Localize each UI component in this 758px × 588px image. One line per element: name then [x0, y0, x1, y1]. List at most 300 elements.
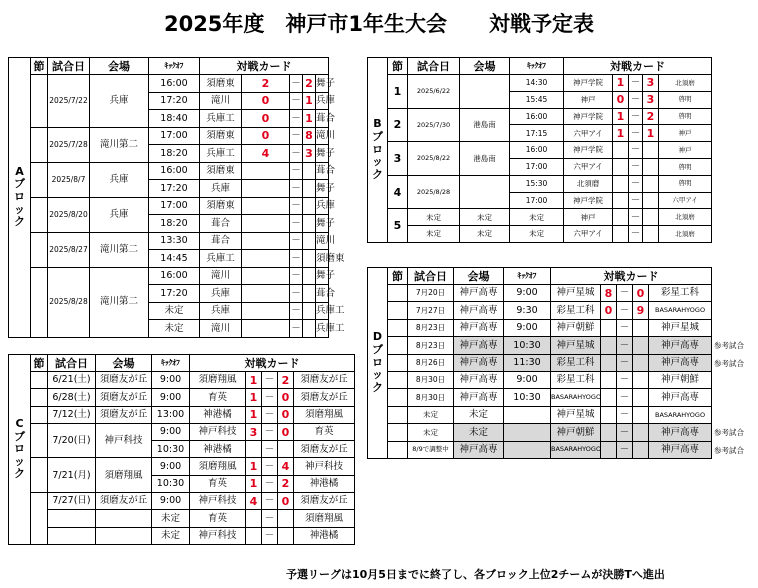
- home-score: [242, 180, 290, 198]
- header-setsu: 節: [31, 58, 48, 75]
- away-team: BASARAHYOGO: [649, 302, 712, 319]
- match-venue: 須磨翔風: [96, 458, 152, 493]
- score-dash: －: [629, 158, 643, 175]
- away-team: 神戸高専: [649, 354, 712, 371]
- home-score: [601, 354, 617, 371]
- away-team: 北須磨: [659, 75, 712, 92]
- score-dash: －: [290, 232, 303, 250]
- kickoff-time: 16:00: [510, 142, 564, 159]
- kickoff-time: 17:20: [149, 92, 200, 110]
- home-team: 神戸学院: [564, 192, 613, 209]
- away-team: 神戸: [659, 142, 712, 159]
- match-date: 6/28(土): [48, 389, 96, 406]
- away-team: 神戸高専: [649, 337, 712, 354]
- table-row: [368, 108, 712, 125]
- score-dash: －: [290, 180, 303, 198]
- table-row: [9, 493, 355, 510]
- kickoff-time: 9:00: [152, 493, 190, 510]
- table-row: [368, 175, 712, 192]
- setsu-number: 4: [388, 175, 408, 209]
- kickoff-time: 9:00: [152, 372, 190, 389]
- away-team: 北須磨: [659, 209, 712, 226]
- away-score: 0: [278, 389, 294, 406]
- setsu-cell: [388, 319, 408, 336]
- away-score: [303, 197, 316, 215]
- match-venue: 須磨友が丘: [96, 372, 152, 389]
- setsu-cell: [31, 162, 48, 197]
- setsu-cell: [31, 197, 48, 232]
- header-row: [368, 268, 712, 285]
- home-team: 滝川: [200, 320, 242, 338]
- away-team: 神戸: [659, 125, 712, 142]
- table-row: [368, 319, 712, 336]
- kickoff-time: 10:30: [504, 337, 551, 354]
- away-score: [643, 158, 659, 175]
- match-date: 2025/8/20: [48, 197, 90, 232]
- away-score: [633, 406, 649, 423]
- away-team: BASARAHYOGO: [649, 406, 712, 423]
- header-date: 試合日: [408, 268, 454, 285]
- home-score: 0: [242, 92, 290, 110]
- away-score: 2: [278, 372, 294, 389]
- table-row: [9, 75, 375, 93]
- away-score: [643, 209, 659, 226]
- score-dash: －: [290, 285, 303, 303]
- block-label: Cブロック: [9, 355, 31, 545]
- away-team: 須磨友が丘: [294, 389, 355, 406]
- match-date: 2025/8/28: [48, 267, 90, 337]
- score-dash: －: [629, 125, 643, 142]
- home-score: [242, 197, 290, 215]
- away-score: [633, 337, 649, 354]
- away-team: 彩星工科: [649, 285, 712, 302]
- away-score: 2: [643, 108, 659, 125]
- home-team: 神戸朝鮮: [551, 319, 601, 336]
- home-score: 1: [246, 389, 262, 406]
- away-score: [303, 320, 316, 338]
- home-score: [613, 226, 629, 243]
- table-row: [9, 389, 355, 406]
- reference-match-note: 参考試合: [714, 446, 744, 455]
- away-team: 六甲アイ: [659, 192, 712, 209]
- match-date: 8月23日: [408, 337, 454, 354]
- home-team: 兵庫: [200, 180, 242, 198]
- home-team: 神戸朝鮮: [551, 424, 601, 441]
- away-team: 啓明: [659, 108, 712, 125]
- away-score: [643, 226, 659, 243]
- setsu-cell: [31, 423, 48, 458]
- table-row: [368, 337, 712, 354]
- away-score: [643, 142, 659, 159]
- home-team: 兵庫工: [200, 250, 242, 268]
- away-team: 滝川: [316, 127, 329, 145]
- match-venue: 未定: [454, 424, 504, 441]
- match-venue: 須磨友が丘: [96, 389, 152, 406]
- away-score: 1: [303, 92, 316, 110]
- reference-match-note: 参考試合: [714, 341, 744, 350]
- score-dash: －: [290, 162, 303, 180]
- home-score: [246, 441, 262, 458]
- match-date: 8月26日: [408, 354, 454, 371]
- home-score: [242, 320, 290, 338]
- kickoff-time: 未定: [149, 320, 200, 338]
- away-team: 須磨友が丘: [294, 493, 355, 510]
- reference-match-note: 参考試合: [714, 359, 744, 368]
- away-team: 啓明: [659, 175, 712, 192]
- match-date: 2025/8/27: [48, 232, 90, 267]
- match-date: 7月20日: [408, 285, 454, 302]
- match-date: 2025/6/22: [408, 75, 460, 109]
- kickoff-time: 17:00: [510, 192, 564, 209]
- away-score: [303, 215, 316, 233]
- kickoff-time: 14:45: [149, 250, 200, 268]
- kickoff-time: 10:30: [152, 441, 190, 458]
- match-venue: 須磨友が丘: [96, 406, 152, 423]
- away-score: [633, 354, 649, 371]
- header-venue: 会場: [96, 355, 152, 372]
- reference-match-note: 参考試合: [714, 428, 744, 437]
- page-title: 2025年度 神戸市1年生大会 対戦予定表: [163, 12, 595, 36]
- score-dash: －: [262, 423, 278, 440]
- kickoff-time: 17:20: [149, 285, 200, 303]
- block-label: Dブロック: [368, 268, 388, 459]
- table-row: [368, 302, 712, 319]
- away-team: 葺合: [316, 162, 329, 180]
- home-team: 神戸学院: [564, 108, 613, 125]
- home-score: 0: [613, 91, 629, 108]
- header-setsu: 節: [388, 58, 408, 75]
- home-score: [601, 337, 617, 354]
- match-date: 8月23日: [408, 319, 454, 336]
- score-dash: －: [617, 441, 633, 458]
- home-team: BASARAHYOGO: [551, 389, 601, 406]
- kickoff-time: 14:30: [510, 75, 564, 92]
- away-score: 3: [643, 91, 659, 108]
- score-dash: －: [617, 285, 633, 302]
- home-score: 0: [242, 110, 290, 128]
- home-score: 1: [246, 372, 262, 389]
- kickoff-time: 9:00: [152, 458, 190, 475]
- away-score: 0: [278, 493, 294, 510]
- block-label: Aブロック: [9, 58, 31, 338]
- away-team: 神戸星城: [649, 319, 712, 336]
- score-dash: －: [262, 527, 278, 544]
- home-team: 育英: [190, 389, 246, 406]
- home-team: 須磨東: [200, 197, 242, 215]
- match-venue: 神戸高専: [454, 371, 504, 388]
- home-team: 彩星工科: [551, 302, 601, 319]
- home-team: 育英: [190, 510, 246, 527]
- setsu-cell: [388, 337, 408, 354]
- home-score: 0: [242, 127, 290, 145]
- away-score: [633, 441, 649, 458]
- table-row: [9, 423, 355, 440]
- away-score: [278, 441, 294, 458]
- match-venue: 滝川第二: [90, 267, 149, 337]
- setsu-cell: [388, 302, 408, 319]
- kickoff-time: 16:00: [510, 108, 564, 125]
- header-venue: 会場: [454, 268, 504, 285]
- away-team: 滝川: [316, 232, 329, 250]
- match-date: 2025/8/7: [48, 162, 90, 197]
- away-team: 須磨東: [316, 250, 329, 268]
- setsu-cell: [388, 389, 408, 406]
- home-score: [242, 215, 290, 233]
- table-row: [9, 406, 355, 423]
- kickoff-time: [504, 441, 551, 458]
- home-score: 2: [242, 75, 290, 93]
- kickoff-time: 10:30: [504, 389, 551, 406]
- away-team: 兵庫: [316, 92, 329, 110]
- kickoff-time: 16:00: [149, 75, 200, 93]
- away-team: 育英: [294, 423, 355, 440]
- away-team: 須磨翔風: [294, 406, 355, 423]
- match-date: 8/9で調整中: [408, 441, 454, 458]
- away-score: 8: [303, 127, 316, 145]
- home-score: [613, 209, 629, 226]
- score-dash: －: [629, 142, 643, 159]
- home-score: [601, 441, 617, 458]
- kickoff-time: 15:45: [510, 91, 564, 108]
- match-venue: 港島南: [460, 142, 510, 176]
- header-kickoff: ｷｯｸｵﾌ: [149, 58, 200, 75]
- match-date: 6/21(土): [48, 372, 96, 389]
- kickoff-time: [504, 406, 551, 423]
- table-row: [9, 267, 375, 285]
- setsu-number: 1: [388, 75, 408, 109]
- score-dash: －: [617, 389, 633, 406]
- match-date: 8月30日: [408, 371, 454, 388]
- score-dash: －: [262, 372, 278, 389]
- setsu-cell: [31, 372, 48, 389]
- match-venue: 滝川第二: [90, 127, 149, 162]
- block-b-table: [367, 57, 712, 243]
- home-score: [246, 527, 262, 544]
- score-dash: －: [629, 91, 643, 108]
- footer-note: 予選リーグは10月5日までに終了し、各ブロック上位2チームが決勝Tへ進出: [286, 568, 665, 581]
- home-team: 神戸星城: [551, 406, 601, 423]
- away-score: 1: [303, 110, 316, 128]
- setsu-cell: [31, 267, 48, 337]
- away-score: [633, 319, 649, 336]
- kickoff-time: 17:00: [149, 127, 200, 145]
- header-row: [9, 58, 375, 75]
- kickoff-time: 未定: [149, 302, 200, 320]
- kickoff-time: 9:00: [152, 389, 190, 406]
- home-score: 1: [613, 75, 629, 92]
- kickoff-time: 未定: [152, 527, 190, 544]
- setsu-cell: [31, 389, 48, 406]
- header-row: [9, 355, 355, 372]
- table-row: [9, 510, 355, 527]
- away-team: 兵庫: [316, 197, 329, 215]
- away-team: 葺合: [316, 110, 329, 128]
- match-date: 7月27日: [408, 302, 454, 319]
- home-team: 須磨東: [200, 162, 242, 180]
- match-venue: 兵庫: [90, 197, 149, 232]
- match-venue: 神戸高専: [454, 441, 504, 458]
- score-dash: －: [290, 250, 303, 268]
- score-dash: －: [290, 110, 303, 128]
- setsu-cell: [388, 285, 408, 302]
- match-date: 未定: [408, 406, 454, 423]
- kickoff-time: 10:30: [152, 475, 190, 492]
- match-date: 2025/7/28: [48, 127, 90, 162]
- match-venue: 神戸高専: [454, 319, 504, 336]
- away-team: 啓明: [659, 158, 712, 175]
- away-score: [633, 371, 649, 388]
- home-score: 1: [613, 108, 629, 125]
- home-team: 神戸星城: [551, 337, 601, 354]
- table-row: [368, 75, 712, 92]
- home-team: 兵庫: [200, 285, 242, 303]
- match-date: 未定: [408, 424, 454, 441]
- table-row: [368, 371, 712, 388]
- kickoff-time: 未定: [510, 209, 564, 226]
- match-date: 7/21(月): [48, 458, 96, 493]
- table-row: [9, 127, 375, 145]
- score-dash: －: [617, 424, 633, 441]
- kickoff-time: 13:00: [152, 406, 190, 423]
- setsu-cell: [31, 127, 48, 162]
- home-team: 彩星工科: [551, 354, 601, 371]
- header-date: 試合日: [48, 355, 96, 372]
- match-venue-empty: [96, 527, 152, 544]
- score-dash: －: [290, 145, 303, 163]
- away-score: 3: [303, 145, 316, 163]
- kickoff-time: 9:00: [504, 285, 551, 302]
- home-score: [246, 510, 262, 527]
- kickoff-time: 9:00: [504, 319, 551, 336]
- match-date-empty: [48, 510, 96, 527]
- kickoff-time: 13:30: [149, 232, 200, 250]
- header-kickoff: ｷｯｸｵﾌ: [510, 58, 564, 75]
- score-dash: －: [262, 493, 278, 510]
- kickoff-time: 17:15: [510, 125, 564, 142]
- home-score: [601, 389, 617, 406]
- away-score: [303, 250, 316, 268]
- home-score: 8: [601, 285, 617, 302]
- home-score: 4: [246, 493, 262, 510]
- home-score: 1: [246, 458, 262, 475]
- score-dash: －: [617, 302, 633, 319]
- score-dash: －: [617, 406, 633, 423]
- table-row: [9, 458, 355, 475]
- match-venue: 港島南: [460, 108, 510, 142]
- match-venue: 兵庫: [90, 75, 149, 128]
- match-venue: 未定: [460, 226, 510, 243]
- match-venue: 未定: [460, 209, 510, 226]
- header-card: 対戦カード: [190, 355, 355, 372]
- away-team: 神港橘: [294, 527, 355, 544]
- home-team: 神港橘: [190, 441, 246, 458]
- home-team: 六甲アイ: [564, 158, 613, 175]
- match-venue: 須磨友が丘: [96, 493, 152, 510]
- home-team: 兵庫: [200, 302, 242, 320]
- score-dash: －: [262, 441, 278, 458]
- home-score: [242, 232, 290, 250]
- score-dash: －: [629, 175, 643, 192]
- kickoff-time: 9:00: [152, 423, 190, 440]
- home-team: 須磨東: [200, 75, 242, 93]
- header-card: 対戦カード: [564, 58, 712, 75]
- match-date: 7/20(日): [48, 423, 96, 458]
- home-score: [601, 406, 617, 423]
- score-dash: －: [629, 192, 643, 209]
- away-score: 3: [643, 75, 659, 92]
- kickoff-time: 18:20: [149, 215, 200, 233]
- away-team: 須磨翔風: [294, 510, 355, 527]
- away-score: [643, 175, 659, 192]
- header-kickoff: ｷｯｸｵﾌ: [152, 355, 190, 372]
- score-dash: －: [617, 354, 633, 371]
- setsu-cell: [388, 406, 408, 423]
- header-date: 試合日: [408, 58, 460, 75]
- table-row: [9, 232, 375, 250]
- away-score: [303, 180, 316, 198]
- match-venue: 神戸高専: [454, 337, 504, 354]
- match-date: 2025/7/22: [48, 75, 90, 128]
- home-score: 1: [246, 475, 262, 492]
- kickoff-time: 15:30: [510, 175, 564, 192]
- away-score: 9: [633, 302, 649, 319]
- home-team: 須磨東: [200, 127, 242, 145]
- away-team: 舞子: [316, 75, 329, 93]
- table-row: [368, 142, 712, 159]
- table-row: [368, 226, 712, 243]
- home-team: BASARAHYOGO: [551, 441, 601, 458]
- kickoff-time: 18:20: [149, 145, 200, 163]
- away-score: [643, 192, 659, 209]
- home-score: [242, 162, 290, 180]
- setsu-number: 5: [388, 209, 408, 243]
- match-venue: 神戸高専: [454, 302, 504, 319]
- home-team: 六甲アイ: [564, 125, 613, 142]
- header-kickoff: ｷｯｸｵﾌ: [504, 268, 551, 285]
- match-date: 7/12(土): [48, 406, 96, 423]
- kickoff-time: 未定: [152, 510, 190, 527]
- kickoff-time: 17:00: [149, 197, 200, 215]
- away-score: [633, 389, 649, 406]
- away-team: 須磨友が丘: [294, 441, 355, 458]
- setsu-cell: [31, 232, 48, 267]
- block-d-table: [367, 267, 744, 459]
- score-dash: －: [290, 127, 303, 145]
- setsu-number: 3: [388, 142, 408, 176]
- setsu-cell: [31, 458, 48, 493]
- away-score: [303, 285, 316, 303]
- away-score: 1: [643, 125, 659, 142]
- away-team: 神戸科技: [294, 458, 355, 475]
- home-team: 神港橘: [190, 406, 246, 423]
- setsu-cell: [31, 493, 48, 545]
- home-team: 神戸科技: [190, 493, 246, 510]
- away-score: [278, 510, 294, 527]
- score-dash: －: [617, 319, 633, 336]
- home-team: 北須磨: [564, 175, 613, 192]
- match-date: 8月30日: [408, 389, 454, 406]
- home-score: 1: [613, 125, 629, 142]
- away-team: 神戸高専: [649, 389, 712, 406]
- away-score: [278, 527, 294, 544]
- header-card: 対戦カード: [200, 58, 329, 75]
- setsu-cell: [388, 354, 408, 371]
- score-dash: －: [262, 510, 278, 527]
- block-label: Bブロック: [368, 58, 388, 243]
- header-venue: 会場: [90, 58, 149, 75]
- score-dash: －: [262, 406, 278, 423]
- table-row: [368, 424, 712, 441]
